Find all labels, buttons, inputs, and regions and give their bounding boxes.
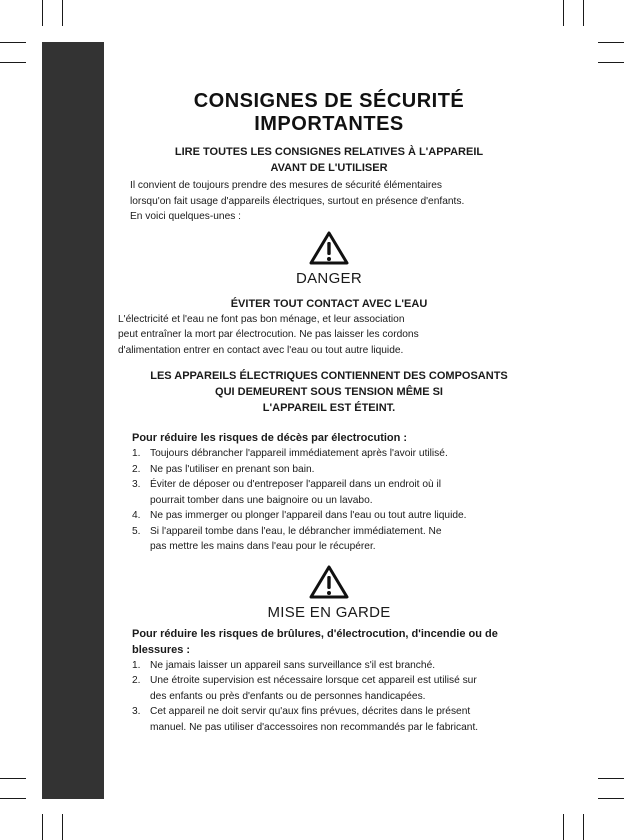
warning-triangle-icon bbox=[309, 565, 349, 599]
crop-mark bbox=[563, 0, 564, 26]
list-item: 4. Ne pas immerger ou plonger l'appareil dans l'eau ou tout autre liquide. bbox=[132, 510, 467, 521]
page-title-line-2: IMPORTANTES bbox=[254, 113, 404, 135]
list-item: 5. Si l'appareil tombe dans l'eau, le débrancher immédiatement. Ne pas mettre les mains dans l'eau pour le récupérer. bbox=[132, 525, 442, 552]
caution-list-title: Pour réduire les risques de brûlures, d'électrocution, d'incendie ou de bbox=[132, 627, 498, 640]
danger-label: DANGER bbox=[296, 269, 362, 287]
crop-mark bbox=[42, 0, 43, 26]
list-item: 1. Toujours débrancher l'appareil immédiatement après l'avoir utilisé. bbox=[132, 448, 448, 459]
subtitle-line-2: AVANT DE L'UTILISER bbox=[270, 162, 388, 174]
crop-mark bbox=[62, 0, 63, 26]
notice-line: L'APPAREIL EST ÉTEINT. bbox=[262, 402, 396, 414]
caution-list-title: blessures : bbox=[132, 643, 191, 656]
crop-mark bbox=[583, 814, 584, 840]
crop-mark bbox=[62, 814, 63, 840]
notice-line: LES APPAREILS ÉLECTRIQUES CONTIENNENT DES COMPOSANTS bbox=[150, 370, 508, 382]
page-content bbox=[118, 90, 526, 735]
danger-text-line: d'alimentation entrer en contact avec l'eau ou tout autre liquide. bbox=[118, 344, 404, 356]
crop-mark bbox=[563, 814, 564, 840]
list-item: 2. Ne pas l'utiliser en prenant son bain. bbox=[132, 463, 315, 475]
list-item: 3. Éviter de déposer ou d'entreposer l'appareil dans un endroit où il pourrait tomber dans une baignoire ou un lavabo. bbox=[132, 479, 442, 506]
caution-symbol bbox=[132, 565, 526, 604]
dark-spine-band bbox=[42, 42, 104, 799]
danger-list-title: Pour réduire les risques de décès par électrocution : bbox=[132, 432, 408, 444]
danger-text-line: L'électricité et l'eau ne font pas bon ménage, et leur association bbox=[118, 313, 405, 325]
list-item: 3. Cet appareil ne doit servir qu'aux fins prévues, décrites dans le présent manuel. Ne pas utiliser d'accessoires non recommandés par le fabricant. bbox=[132, 706, 479, 733]
danger-symbol bbox=[132, 231, 526, 270]
caution-list bbox=[132, 658, 526, 736]
danger-heading: ÉVITER TOUT CONTACT AVEC L'EAU bbox=[230, 297, 428, 310]
intro-line-2: lorsqu'on fait usage d'appareils électriques, surtout en présence d'enfants. bbox=[130, 195, 465, 207]
crop-mark bbox=[0, 42, 26, 43]
intro-line-3: En voici quelques-unes : bbox=[130, 211, 241, 222]
notice-line: QUI DEMEURENT SOUS TENSION MÊME SI bbox=[215, 386, 443, 398]
list-item: 1. Ne jamais laisser un appareil sans surveillance s'il est branché. bbox=[132, 659, 436, 671]
crop-mark bbox=[598, 798, 624, 799]
crop-mark bbox=[598, 778, 624, 779]
page-title-line-1: CONSIGNES DE SÉCURITÉ bbox=[193, 90, 465, 112]
caution-label: MISE EN GARDE bbox=[267, 603, 391, 621]
crop-mark bbox=[0, 798, 26, 799]
list-item: 2. Une étroite supervision est nécessaire lorsque cet appareil est utilisé sur des enfants ou près d'enfants ou de personnes handicapées. bbox=[132, 675, 477, 702]
crop-mark bbox=[598, 42, 624, 43]
crop-mark bbox=[42, 814, 43, 840]
subtitle-line-1: LIRE TOUTES LES CONSIGNES RELATIVES À L'APPAREIL bbox=[174, 146, 484, 158]
crop-mark bbox=[598, 62, 624, 63]
crop-mark bbox=[0, 778, 26, 779]
crop-mark bbox=[583, 0, 584, 26]
danger-text-line: peut entraîner la mort par électrocution. Ne pas laisser les cordons bbox=[118, 329, 419, 340]
danger-list bbox=[132, 446, 526, 555]
warning-triangle-icon bbox=[309, 231, 349, 265]
intro-line-1: Il convient de toujours prendre des mesures de sécurité élémentaires bbox=[130, 180, 443, 191]
crop-mark bbox=[0, 62, 26, 63]
